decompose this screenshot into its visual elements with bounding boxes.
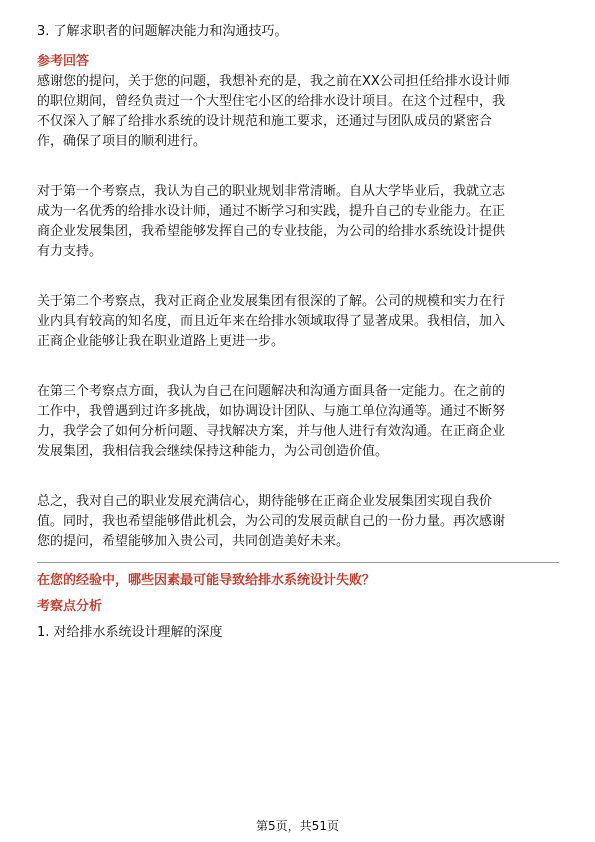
answer-paragraph [37,382,559,462]
paragraph-line: 对于第一个考察点，我认为自己的职业规划非常清晰。自从大学毕业后，我就立志 [37,184,506,199]
answer-paragraph [37,492,559,552]
paragraph-line: 商企业发展集团，我希望能够发挥自己的专业技能，为公司的给排水系统设计提供 [37,224,506,239]
analysis-item-1: 1. 对给排水系统设计理解的深度 [37,625,223,640]
analysis-heading: 考察点分析 [37,599,103,614]
paragraph-line: 的职位期间，曾经负责过一个大型住宅小区的给排水设计项目。在这个过程中，我 [37,94,506,109]
paragraph-line: 感谢您的提问，关于您的问题，我想补充的是，我之前在XX公司担任给排水设计师 [37,74,510,89]
answer-paragraphs [37,72,559,552]
answer-heading: 参考回答 [37,54,90,69]
paragraph-line: 成为一名优秀的给排水设计师，通过不断学习和实践，提升自己的专业能力。在正 [37,204,506,219]
paragraph-line: 工作中，我曾遇到过许多挑战，如协调设计团队、与施工单位沟通等。通过不断努 [37,404,506,419]
page-footer: 第5页，共51页 [256,819,339,833]
paragraph-gap [37,462,559,492]
paragraph-line: 值。同时，我也希望能够借此机会，为公司的发展贡献自己的一份力量。再次感谢 [37,514,506,529]
paragraph-line: 正商企业能够让我在职业道路上更进一步。 [37,334,285,349]
paragraph-line: 作，确保了项目的顺利进行。 [37,134,207,149]
divider [37,562,559,563]
paragraph-gap [37,262,559,292]
paragraph-gap [37,152,559,182]
paragraph-line: 有力支持。 [37,244,103,259]
paragraph-line: 发展集团，我相信我会继续保持这种能力，为公司创造价值。 [37,444,389,459]
answer-paragraph [37,72,559,152]
answer-paragraph [37,292,559,352]
question-heading: 在您的经验中，哪些因素最可能导致给排水系统设计失败？ [37,573,376,588]
paragraph-line: 业内具有较高的知名度，而且近年来在给排水领域取得了显著成果。我相信，加入 [37,314,506,329]
assessment-item-3: 3. 了解求职者的问题解决能力和沟通技巧。 [37,24,288,39]
paragraph-line: 您的提问，希望能够加入贵公司，共同创造美好未来。 [37,534,350,549]
paragraph-line: 在第三个考察点方面，我认为自己在问题解决和沟通方面具备一定能力。在之前的 [37,384,506,399]
paragraph-line: 关于第二个考察点，我对正商企业发展集团有很深的了解。公司的规模和实力在行 [37,294,506,309]
paragraph-gap [37,352,559,382]
paragraph-line: 力，我学会了如何分析问题、寻找解决方案，并与他人进行有效沟通。在正商企业 [37,424,506,439]
paragraph-line: 不仅深入了解了给排水系统的设计规范和施工要求，还通过与团队成员的紧密合 [37,114,493,129]
answer-paragraph [37,182,559,262]
document-body [37,22,559,643]
paragraph-line: 总之，我对自己的职业发展充满信心，期待能够在正商企业发展集团实现自我价 [37,494,493,509]
